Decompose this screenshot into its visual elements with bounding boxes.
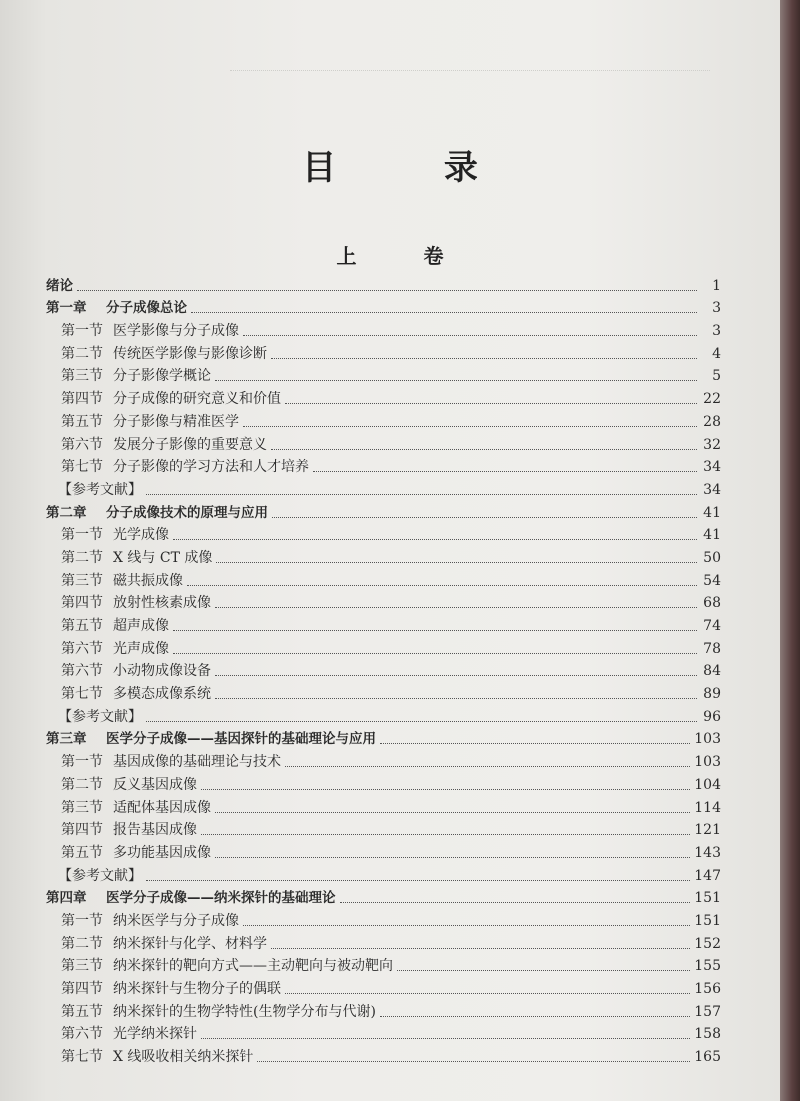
toc-entry-title: 传统医学影像与影像诊断 <box>113 345 267 362</box>
toc-entry-page: 41 <box>703 504 721 521</box>
toc-entry-page: 5 <box>712 368 721 385</box>
dot-leader <box>173 629 697 631</box>
toc-entry-page: 41 <box>703 527 721 544</box>
dot-leader <box>243 924 690 926</box>
toc-entry <box>46 862 721 885</box>
dot-leader <box>313 470 697 472</box>
toc-entry-page: 155 <box>694 958 721 975</box>
toc-entry-number: 第七节 <box>61 1049 103 1066</box>
toc-entry-number: 第二节 <box>61 935 103 952</box>
toc-entry <box>46 340 721 363</box>
bleed-through-header <box>230 70 710 72</box>
toc-entry <box>46 544 721 567</box>
toc-entry-page: 3 <box>712 300 721 317</box>
toc-entry <box>46 567 721 590</box>
toc-entry-title: 光学成像 <box>113 527 169 544</box>
toc-entry-page: 121 <box>694 822 721 839</box>
toc-entry <box>46 930 721 953</box>
toc-entry-page: 151 <box>694 890 721 907</box>
dot-leader <box>215 856 690 858</box>
toc-entry <box>46 272 721 295</box>
toc-entry-page: 147 <box>694 867 721 884</box>
toc-entry <box>46 726 721 749</box>
toc-entry <box>46 658 721 681</box>
dot-leader <box>271 448 697 450</box>
dot-leader <box>146 493 697 495</box>
toc-entry-title: 医学分子成像——纳米探针的基础理论 <box>106 890 336 907</box>
toc-entry-title: 分子成像技术的原理与应用 <box>106 504 268 521</box>
toc-entry-number: 第五节 <box>61 844 103 861</box>
page-edge-shadow <box>780 0 800 1101</box>
toc-entry-number: 第六节 <box>61 663 103 680</box>
dot-leader <box>380 1015 690 1017</box>
toc-entry-title: 【参考文献】 <box>58 867 142 884</box>
toc-entry-number: 第四节 <box>61 391 103 408</box>
toc-entry-title: X 线与 CT 成像 <box>113 549 213 566</box>
toc-entry-number: 第三节 <box>61 368 103 385</box>
toc-entry-title: 反义基因成像 <box>113 776 197 793</box>
toc-entry-page: 4 <box>712 345 721 362</box>
dot-leader <box>215 811 690 813</box>
toc-entry-page: 151 <box>694 912 721 929</box>
dot-leader <box>201 1037 690 1039</box>
toc-entry-number: 第四章 <box>46 890 87 907</box>
toc-entry <box>46 703 721 726</box>
toc-entry-page: 1 <box>712 277 721 294</box>
toc-entry-page: 84 <box>703 663 721 680</box>
toc-entry-page: 156 <box>694 981 721 997</box>
toc-entry-page: 158 <box>694 1026 721 1043</box>
toc-entry <box>46 431 721 454</box>
dot-leader <box>285 765 690 767</box>
dot-leader <box>146 879 690 881</box>
toc-entry-title: 分子影像的学习方法和人才培养 <box>113 459 309 476</box>
dot-leader <box>173 652 697 654</box>
toc-entry <box>46 499 721 522</box>
toc-entry-title: 超声成像 <box>113 618 169 634</box>
toc-entry-number: 第七节 <box>61 686 103 703</box>
volume-title: 上 卷 <box>336 244 474 268</box>
toc-entry <box>46 385 721 408</box>
toc-entry <box>46 363 721 386</box>
dot-leader <box>215 379 697 381</box>
toc-entry-title: 多功能基因成像 <box>113 844 211 861</box>
toc-entry-page: 32 <box>703 436 721 453</box>
dot-leader <box>272 516 697 518</box>
toc-entry-number: 第三节 <box>61 958 103 975</box>
toc-entry <box>46 635 721 658</box>
toc-entry-page: 143 <box>694 844 721 861</box>
dot-leader <box>243 425 697 427</box>
toc-entry-title: 小动物成像设备 <box>113 663 211 680</box>
toc-entry <box>46 771 721 794</box>
toc-entry-number: 第四节 <box>61 822 103 839</box>
toc-entry-number: 第五节 <box>61 413 103 430</box>
toc-entry <box>46 839 721 862</box>
toc-entry-number: 第六节 <box>61 1026 103 1043</box>
toc-entry-title: 放射性核素成像 <box>113 595 211 612</box>
toc-entry-title: 纳米探针的靶向方式——主动靶向与被动靶向 <box>113 958 393 975</box>
dot-leader <box>201 788 690 790</box>
toc-entry-number: 第四节 <box>61 595 103 612</box>
toc-entry-number: 第二节 <box>61 549 103 566</box>
dot-leader <box>257 1060 690 1062</box>
dot-leader <box>77 289 697 291</box>
toc-entry-page: 34 <box>703 459 721 476</box>
toc-entry-page: 157 <box>694 1003 721 1020</box>
toc-entry <box>46 998 721 1021</box>
toc-entry-title: 报告基因成像 <box>113 822 197 839</box>
toc-entry <box>46 454 721 477</box>
toc-entry-number: 第一节 <box>61 754 103 771</box>
toc-entry-number: 第三章 <box>46 731 87 748</box>
dot-leader <box>191 311 697 313</box>
toc-entry-title: 纳米探针的生物学特性(生物学分布与代谢) <box>113 1003 376 1020</box>
toc-entry-title: X 线吸收相关纳米探针 <box>113 1049 254 1066</box>
toc-entry-title: 分子成像的研究意义和价值 <box>113 391 281 408</box>
toc-entry-title: 分子影像学概论 <box>113 368 211 385</box>
toc-entry-number: 第六节 <box>61 640 103 657</box>
toc-entry-number: 第二节 <box>61 345 103 362</box>
toc-entry <box>46 408 721 431</box>
toc-entry <box>46 522 721 545</box>
toc-entry <box>46 817 721 840</box>
toc-entry-page: 114 <box>694 799 721 816</box>
toc-entry <box>46 748 721 771</box>
toc-entry-title: 发展分子影像的重要意义 <box>113 436 267 453</box>
toc-entry <box>46 794 721 817</box>
toc-entry <box>46 975 721 998</box>
toc-entry <box>46 612 721 635</box>
toc-entry-title: 适配体基因成像 <box>113 799 211 816</box>
dot-leader <box>340 901 691 903</box>
toc-entry-page: 96 <box>703 708 721 725</box>
toc-entry-page: 22 <box>703 391 721 408</box>
toc-entry-page: 3 <box>712 323 721 340</box>
toc-entry-page: 74 <box>703 618 721 634</box>
toc-entry-title: 医学分子成像——基因探针的基础理论与应用 <box>106 731 376 748</box>
dot-leader <box>380 742 690 744</box>
toc-entry-title: 纳米探针与生物分子的偶联 <box>113 981 281 997</box>
toc-entry-page: 68 <box>703 595 721 612</box>
toc-entry-page: 152 <box>694 935 721 952</box>
toc-entry-page: 28 <box>703 413 721 430</box>
dot-leader <box>285 402 697 404</box>
toc-entry-page: 165 <box>694 1049 721 1066</box>
toc-entry-number: 第二章 <box>46 504 87 521</box>
toc-entry-number: 第一节 <box>61 527 103 544</box>
table-of-contents <box>46 272 721 1066</box>
toc-entry-title: 纳米医学与分子成像 <box>113 912 239 929</box>
toc-entry-number: 第四节 <box>61 981 103 997</box>
toc-entry <box>46 680 721 703</box>
dot-leader <box>216 561 697 563</box>
toc-entry-number: 第三节 <box>61 799 103 816</box>
toc-entry-number: 第五节 <box>61 1003 103 1020</box>
toc-entry <box>46 590 721 613</box>
toc-entry-number: 第六节 <box>61 436 103 453</box>
toc-entry <box>46 953 721 976</box>
toc-entry-number: 第一节 <box>61 323 103 340</box>
dot-leader <box>215 606 697 608</box>
dot-leader <box>201 833 690 835</box>
toc-entry-page: 54 <box>703 572 721 589</box>
dot-leader <box>215 697 697 699</box>
toc-entry-title: 分子成像总论 <box>106 300 187 317</box>
toc-entry-page: 103 <box>694 754 721 771</box>
toc-entry-title: 多模态成像系统 <box>113 686 211 703</box>
toc-entry-page: 103 <box>694 731 721 748</box>
dot-leader <box>187 584 697 586</box>
toc-entry-number: 第一章 <box>46 300 87 317</box>
toc-entry-page: 89 <box>703 686 721 703</box>
toc-entry-number: 第七节 <box>61 459 103 476</box>
toc-entry <box>46 1043 721 1066</box>
toc-entry <box>46 885 721 908</box>
dot-leader <box>215 674 697 676</box>
toc-entry-number: 第二节 <box>61 776 103 793</box>
toc-entry-title: 基因成像的基础理论与技术 <box>113 754 281 771</box>
toc-entry-number: 第三节 <box>61 572 103 589</box>
dot-leader <box>146 720 697 722</box>
toc-entry-title: 绪论 <box>46 277 73 294</box>
toc-entry-number: 第一节 <box>61 912 103 929</box>
dot-leader <box>285 992 690 994</box>
toc-entry-title: 【参考文献】 <box>58 708 142 725</box>
toc-entry <box>46 476 721 499</box>
toc-entry-title: 光学纳米探针 <box>113 1026 197 1043</box>
toc-entry <box>46 907 721 930</box>
toc-entry-title: 医学影像与分子成像 <box>113 323 239 340</box>
dot-leader <box>243 334 697 336</box>
toc-entry-title: 分子影像与精准医学 <box>113 413 239 430</box>
toc-entry-page: 50 <box>703 549 721 566</box>
toc-entry-number: 第五节 <box>61 618 103 634</box>
toc-entry <box>46 317 721 340</box>
toc-entry-title: 【参考文献】 <box>58 481 142 498</box>
toc-entry-page: 34 <box>703 481 721 498</box>
page-title: 目 录 <box>302 148 526 188</box>
toc-entry <box>46 1021 721 1044</box>
toc-entry-page: 104 <box>694 776 721 793</box>
toc-entry-page: 78 <box>703 640 721 657</box>
dot-leader <box>271 947 690 949</box>
toc-entry <box>46 295 721 318</box>
dot-leader <box>271 357 697 359</box>
dot-leader <box>397 969 690 971</box>
toc-entry-title: 磁共振成像 <box>113 572 183 589</box>
dot-leader <box>173 538 697 540</box>
toc-entry-title: 光声成像 <box>113 640 169 657</box>
toc-entry-title: 纳米探针与化学、材料学 <box>113 935 267 952</box>
